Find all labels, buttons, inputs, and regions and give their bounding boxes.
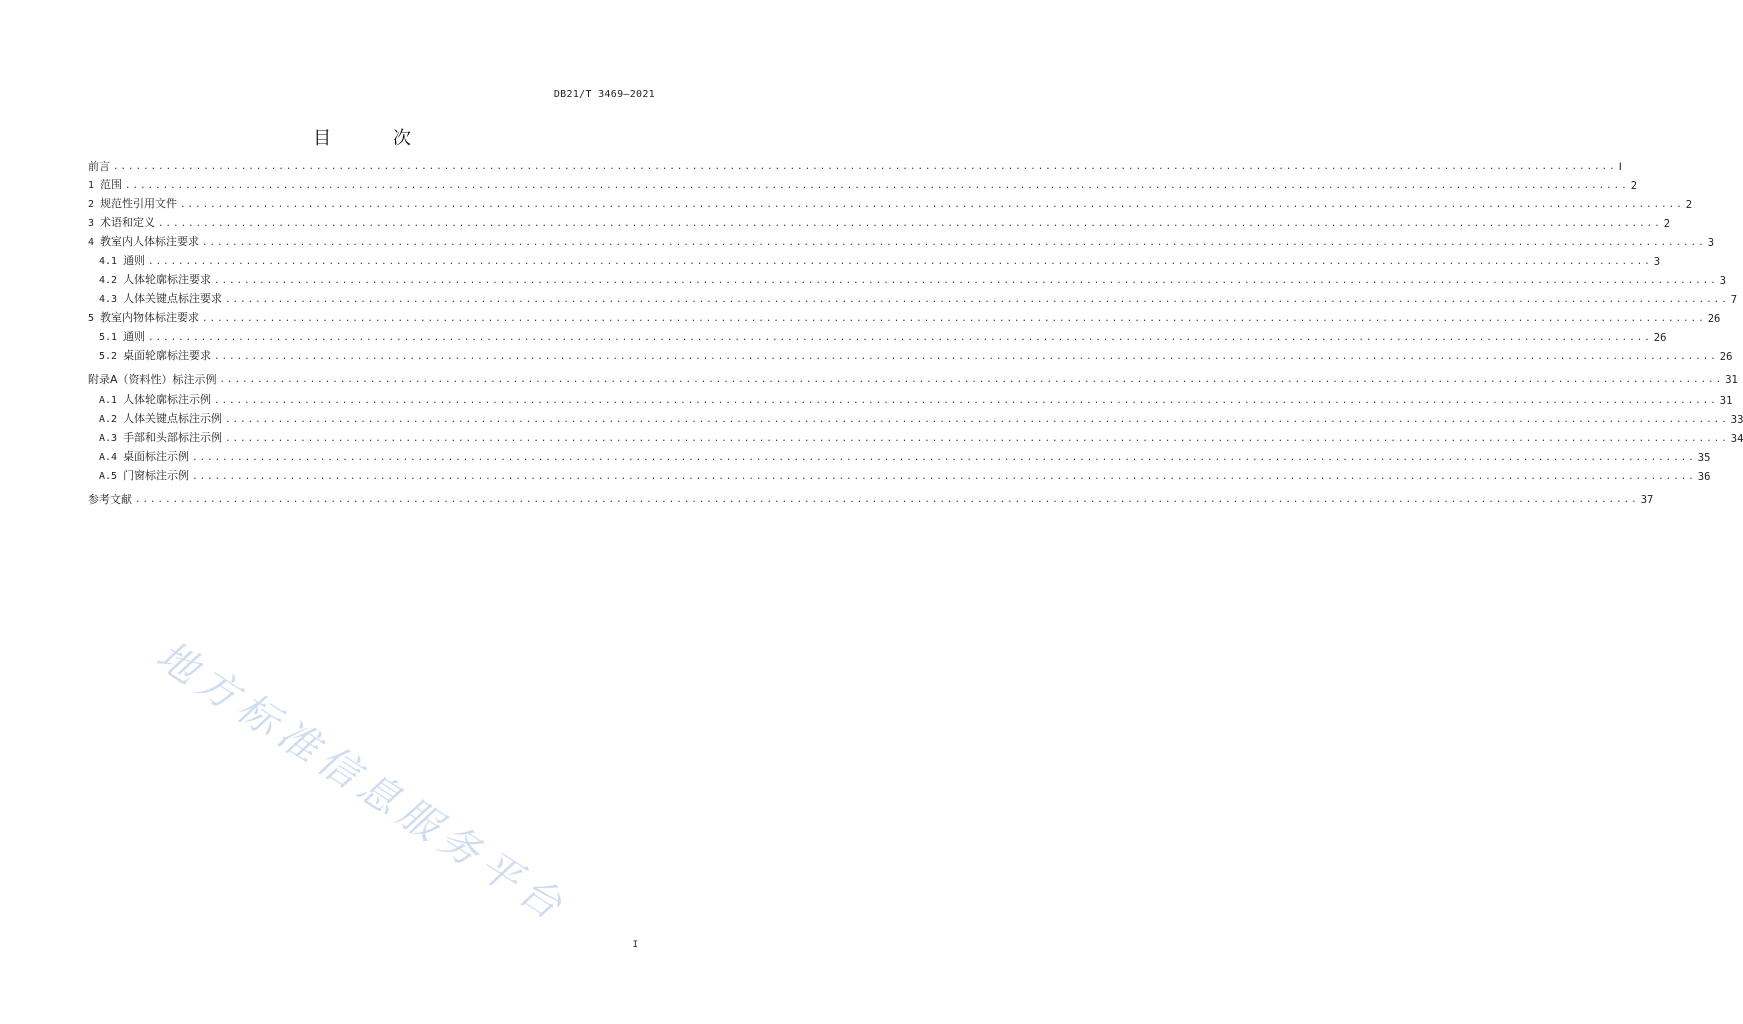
toc-entry-label bbox=[88, 493, 135, 507]
toc-entry[interactable] bbox=[88, 156, 1622, 174]
toc-entry-title: 教室内人体标注要求 bbox=[100, 235, 200, 248]
toc-entry-number: A.1 bbox=[99, 395, 118, 406]
toc-entry-page: 37 bbox=[1640, 494, 1654, 506]
toc-entry[interactable] bbox=[88, 369, 1738, 387]
toc-entry-page: 26 bbox=[1707, 313, 1721, 325]
toc-entry-number: 2 bbox=[88, 199, 95, 210]
toc-title: 目 次 bbox=[313, 128, 439, 149]
toc-entry[interactable] bbox=[99, 390, 1733, 408]
toc-entry-title: 人体轮廓标注要求 bbox=[123, 273, 212, 286]
toc-entry-page: 31 bbox=[1719, 395, 1733, 407]
standard-number: DB21/T 3469—2021 bbox=[553, 89, 655, 100]
toc-entry-page: 3 bbox=[1653, 256, 1661, 268]
toc-entry-label bbox=[99, 393, 214, 408]
toc-leader-dots: ........................................................................................................................................................................................................ bbox=[158, 219, 1662, 229]
toc-entry-label bbox=[99, 412, 225, 427]
toc-entry-number: 5.1 bbox=[99, 332, 118, 343]
toc-entry-page: Ⅰ bbox=[1618, 161, 1622, 173]
toc-entry[interactable] bbox=[99, 251, 1661, 269]
toc-entry[interactable] bbox=[99, 270, 1727, 288]
toc-leader-dots: ........................................................................................................................................................................................................ bbox=[148, 333, 1652, 343]
toc-entry-title: 人体关键点标注要求 bbox=[123, 292, 223, 305]
toc-leader-dots: ........................................................................................................................................................................................................ bbox=[192, 453, 1696, 463]
toc-entry-label bbox=[99, 292, 225, 307]
toc-entry-label bbox=[99, 469, 192, 484]
toc-leader-dots: ........................................................................................................................................................................................................ bbox=[113, 162, 1617, 172]
toc-leader-dots: ........................................................................................................................................................................................................ bbox=[148, 257, 1652, 267]
toc-entry-page: 26 bbox=[1653, 332, 1667, 344]
toc-leader-dots: ........................................................................................................................................................................................................ bbox=[180, 200, 1684, 210]
toc-entry-label bbox=[88, 178, 125, 193]
toc-entry-number: A.4 bbox=[99, 452, 118, 463]
toc-entry-title: 前言 bbox=[88, 160, 110, 173]
toc-entry[interactable] bbox=[99, 428, 1743, 446]
toc-entry-number: A.3 bbox=[99, 433, 118, 444]
toc-entry-label bbox=[99, 349, 214, 364]
toc-entry-title: 门窗标注示例 bbox=[123, 469, 190, 482]
toc-entry-number: 1 bbox=[88, 180, 95, 191]
toc-entry[interactable] bbox=[99, 327, 1667, 345]
toc-leader-dots: ........................................................................................................................................................................................................ bbox=[192, 472, 1696, 482]
toc-entry-page: 33 bbox=[1730, 414, 1743, 426]
toc-entry-title: 桌面轮廓标注要求 bbox=[123, 349, 212, 362]
toc-entry-page: 36 bbox=[1697, 471, 1711, 483]
toc-leader-dots: ........................................................................................................................................................................................................ bbox=[214, 276, 1718, 286]
toc-entry-label bbox=[99, 273, 214, 288]
toc-entry-title: 桌面标注示例 bbox=[123, 450, 190, 463]
toc-leader-dots: ........................................................................................................................................................................................................ bbox=[135, 495, 1639, 505]
toc-entry[interactable] bbox=[99, 289, 1738, 307]
toc-entry-title: 手部和头部标注示例 bbox=[123, 431, 223, 444]
toc-leader-dots: ........................................................................................................................................................................................................ bbox=[202, 314, 1706, 324]
toc-entry-page: 7 bbox=[1730, 294, 1738, 306]
toc-entry-number: 4.3 bbox=[99, 294, 118, 305]
toc-entry-page: 35 bbox=[1697, 452, 1711, 464]
toc-entry-label bbox=[88, 235, 202, 250]
toc-leader-dots: ........................................................................................................................................................................................................ bbox=[219, 375, 1724, 385]
toc-leader-dots: ........................................................................................................................................................................................................ bbox=[225, 434, 1729, 444]
toc-entry[interactable] bbox=[99, 409, 1743, 427]
toc-entry[interactable] bbox=[88, 213, 1671, 231]
toc-entry-title: 术语和定义 bbox=[100, 216, 156, 229]
toc-entry-page: 3 bbox=[1707, 237, 1715, 249]
toc-entry-label bbox=[99, 431, 225, 446]
toc-entry-label bbox=[99, 254, 148, 269]
toc-entry-title: 规范性引用文件 bbox=[100, 197, 178, 210]
toc-entry[interactable] bbox=[88, 175, 1638, 193]
toc-entry-number: 4.1 bbox=[99, 256, 118, 267]
toc-entry-page: 2 bbox=[1630, 180, 1638, 192]
toc-entry-page: 2 bbox=[1685, 199, 1693, 211]
toc-entry-label bbox=[88, 160, 113, 174]
toc-leader-dots: ........................................................................................................................................................................................................ bbox=[125, 181, 1629, 191]
toc-entry-page: 31 bbox=[1725, 374, 1738, 386]
toc-entry[interactable] bbox=[88, 308, 1721, 326]
toc-entry-label bbox=[88, 216, 158, 231]
toc-entry-title: 人体关键点标注示例 bbox=[123, 412, 223, 425]
toc-entry-page: 2 bbox=[1663, 218, 1671, 230]
toc-entry-label bbox=[88, 373, 220, 387]
toc-entry-title: 人体轮廓标注示例 bbox=[123, 393, 212, 406]
toc-entry-title: 通则 bbox=[123, 330, 146, 343]
toc-entry-page: 3 bbox=[1719, 275, 1727, 287]
toc-entry-title: 附录A（资料性）标注示例 bbox=[88, 373, 217, 386]
toc-entry-title: 教室内物体标注要求 bbox=[100, 311, 200, 324]
toc-entry-number: 4 bbox=[88, 237, 95, 248]
toc-entry-page: 26 bbox=[1719, 351, 1733, 363]
toc-leader-dots: ........................................................................................................................................................................................................ bbox=[214, 352, 1718, 362]
toc-entry-label bbox=[99, 450, 192, 465]
toc-entry-label bbox=[99, 330, 148, 345]
watermark: 地方标准信息服务平台 bbox=[148, 632, 576, 933]
toc-entry-title: 范围 bbox=[100, 178, 123, 191]
toc-entry[interactable] bbox=[88, 194, 1693, 212]
toc-leader-dots: ........................................................................................................................................................................................................ bbox=[202, 238, 1706, 248]
toc-entry-label bbox=[88, 311, 202, 326]
toc-entry[interactable] bbox=[99, 447, 1711, 465]
toc-entry-number: 3 bbox=[88, 218, 95, 229]
toc-entry-title: 通则 bbox=[123, 254, 146, 267]
toc-leader-dots: ........................................................................................................................................................................................................ bbox=[214, 396, 1718, 406]
toc-leader-dots: ........................................................................................................................................................................................................ bbox=[225, 295, 1729, 305]
toc-leader-dots: ........................................................................................................................................................................................................ bbox=[225, 415, 1729, 425]
toc-entry[interactable] bbox=[99, 346, 1733, 364]
toc-entry-number: A.2 bbox=[99, 414, 118, 425]
toc-entry-number: 5 bbox=[88, 313, 95, 324]
page-number: I bbox=[632, 940, 638, 950]
toc-entry-number: 5.2 bbox=[99, 351, 118, 362]
toc-entry-page: 34 bbox=[1730, 433, 1743, 445]
toc-entry-title: 参考文献 bbox=[88, 493, 132, 506]
toc-entry[interactable] bbox=[99, 466, 1711, 484]
toc-entry[interactable] bbox=[88, 232, 1715, 250]
toc-entry-label bbox=[88, 197, 180, 212]
toc-entry-number: A.5 bbox=[99, 471, 118, 482]
toc-entry-number: 4.2 bbox=[99, 275, 118, 286]
toc-entry[interactable] bbox=[88, 489, 1654, 507]
